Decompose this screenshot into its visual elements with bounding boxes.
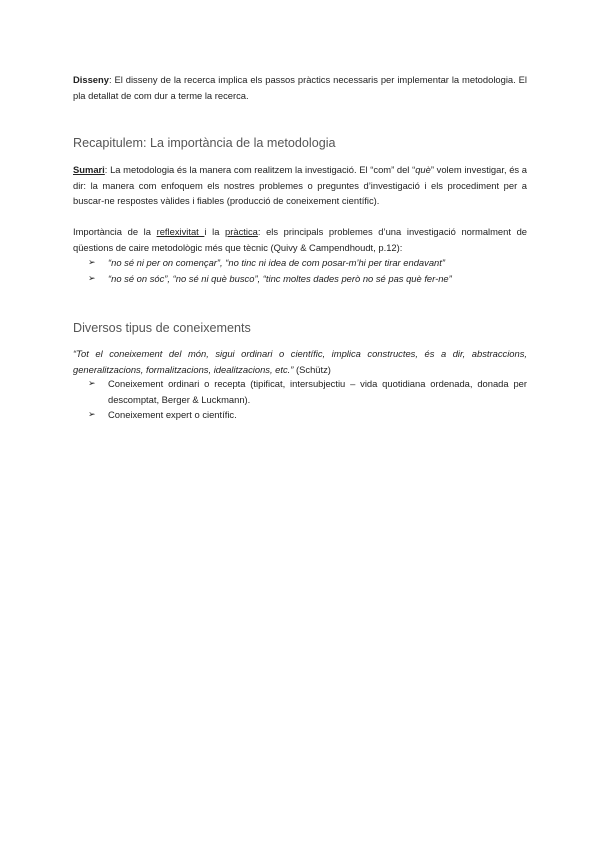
importancia-text-c: : els principals problemes d’una investigació normalment de qüestions de caire metodològic més que tècnic (Quivy & Campendhoudt, p.12): [73,226,528,253]
practica-term: pràctica [225,226,258,237]
sumari-text-a: : La metodologia és la manera com realitzem la investigació. El “com” del “ [104,164,416,175]
disseny-text: : El disseny de la recerca implica els passos pràctics necessaris per implementar la metodologia. El pla detallat de com dur a terme la recerca. [73,74,527,101]
knowledge-types-list [73,376,527,423]
disseny-term: Disseny [73,74,109,85]
list-item-text: “no sé on sóc”, “no sé ni què busco”, “tinc moltes dades però no sé pas què fer-ne” [108,272,452,284]
quote-text: “Tot el coneixement del món, sigui ordinari o científic, implica constructes, és a dir, abstraccions, generalitzacions, formalitzacions, idealitzacions, etc.” [73,348,527,375]
sumari-term: Sumari [73,164,105,175]
sumari-que: què [415,164,431,175]
list-item [73,407,527,423]
reflexivitat-term: reflexivitat [156,226,205,237]
sumari-paragraph [73,162,527,209]
importancia-paragraph [73,224,527,255]
list-item [73,376,527,407]
arrow-bullet-icon: ➢ [88,257,96,267]
problems-list [73,255,527,286]
quote-paragraph [73,346,527,377]
list-item-text: Coneixement ordinari o recepta (tipificat, intersubjectiu – vida quotidiana ordenada, donada per descomptat, Berger & Luckmann). [108,378,527,405]
sumari-text-b: ” volem investigar, és a dir: la manera com enfoquem els nostres problemes o preguntes d’investigació i els procediment per a buscar-ne respostes vàlides i fiables (producció de coneixement científic). [73,164,528,206]
list-item-text: Coneixement expert o científic. [108,409,237,420]
importancia-text-b: i la [204,226,226,237]
list-item [73,255,527,271]
importancia-text-a: Importància de la [73,226,157,237]
list-item [73,271,527,287]
disseny-paragraph [73,72,527,103]
quote-source: (Schütz) [293,363,331,375]
section-heading-recapitulem: Recapitulem: La importància de la metodologia [73,136,336,150]
list-item-text: “no sé ni per on començar”, “no tinc ni idea de com posar-m’hi per tirar endavant” [108,257,445,268]
arrow-bullet-icon: ➢ [88,272,96,283]
arrow-bullet-icon: ➢ [88,378,96,388]
section-heading-coneixements: Diversos tipus de coneixements [73,321,251,335]
arrow-bullet-icon: ➢ [88,409,96,419]
